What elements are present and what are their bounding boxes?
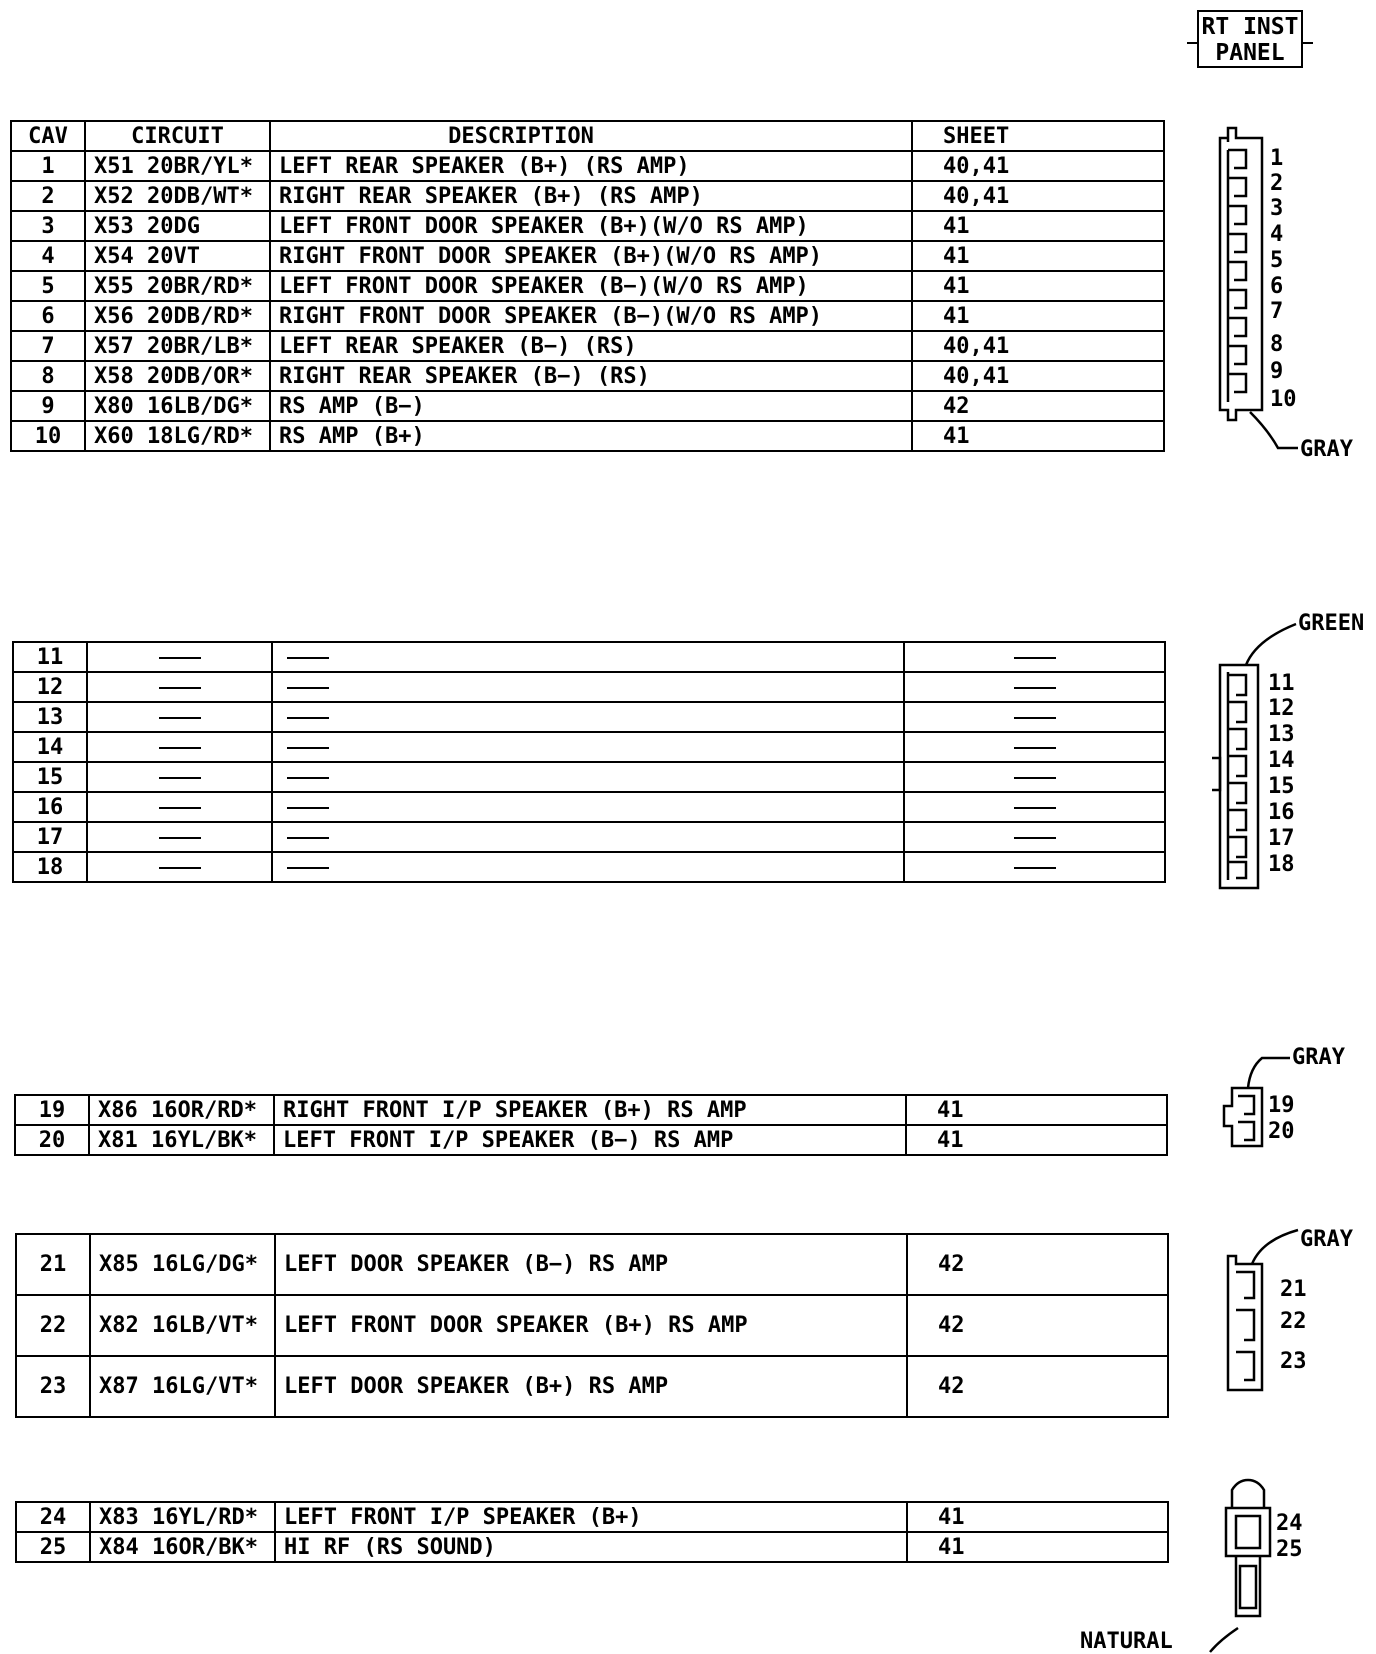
description-cell: LEFT REAR SPEAKER (B−) (RS) [270,331,912,361]
cav-cell: 13 [13,702,87,732]
description-header: DESCRIPTION [270,121,912,151]
description-cell: RIGHT REAR SPEAKER (B+) (RS AMP) [270,181,912,211]
pin-label-4: 4 [1270,222,1284,247]
circuit-cell: X82 16LB/VT* [90,1295,275,1356]
sheet-cell: 42 [907,1295,1168,1356]
pin-label-23: 23 [1280,1349,1307,1374]
sheet-cell: 42 [907,1234,1168,1295]
pin-label-16: 16 [1268,800,1295,825]
title-line-2: PANEL [1215,40,1285,66]
pin-label-19: 19 [1268,1093,1295,1118]
cav-cell: 15 [13,762,87,792]
pin-label-17: 17 [1268,826,1295,851]
description-cell: LEFT FRONT DOOR SPEAKER (B−)(W/O RS AMP) [270,271,912,301]
title-line-1: RT INST [1201,14,1299,40]
cav-cell: 19 [15,1095,89,1125]
pin-label-18: 18 [1268,852,1295,877]
cav-cell: 3 [11,211,85,241]
connector-2-color-label: GREEN [1298,611,1365,636]
sheet-cell: 41 [912,271,1164,301]
pin-label-5: 5 [1270,248,1284,273]
pin-label-25: 25 [1276,1537,1303,1562]
circuit-cell: X54 20VT [85,241,270,271]
description-cell: RIGHT FRONT DOOR SPEAKER (B−)(W/O RS AMP) [270,301,912,331]
cav-header: CAV [11,121,85,151]
connector-1-color-label: GRAY [1300,437,1353,462]
sheet-cell: 41 [907,1532,1168,1562]
pin-label-1: 1 [1270,146,1284,171]
cav-cell: 24 [16,1502,90,1532]
description-cell: RIGHT FRONT I/P SPEAKER (B+) RS AMP [274,1095,906,1125]
description-cell: RIGHT REAR SPEAKER (B−) (RS) [270,361,912,391]
cav-cell: 10 [11,421,85,451]
description-cell: RS AMP (B+) [270,421,912,451]
pin-label-9: 9 [1270,359,1284,384]
circuit-cell: X80 16LB/DG* [85,391,270,421]
description-cell: LEFT DOOR SPEAKER (B+) RS AMP [275,1356,907,1417]
cav-cell: 18 [13,852,87,882]
pin-label-20: 20 [1268,1119,1295,1144]
cav-cell: 14 [13,732,87,762]
pin-label-10: 10 [1270,387,1297,412]
circuit-cell: X55 20BR/RD* [85,271,270,301]
cav-cell: 17 [13,822,87,852]
cav-cell: 11 [13,642,87,672]
circuit-cell: X51 20BR/YL* [85,151,270,181]
circuit-cell: X83 16YL/RD* [90,1502,275,1532]
sheet-cell: 41 [907,1502,1168,1532]
cav-cell: 9 [11,391,85,421]
cav-cell: 4 [11,241,85,271]
sheet-cell: 41 [906,1125,1167,1155]
sheet-cell: 40,41 [912,151,1164,181]
circuit-cell: X60 18LG/RD* [85,421,270,451]
sheet-cell: 42 [912,391,1164,421]
description-cell: LEFT DOOR SPEAKER (B−) RS AMP [275,1234,907,1295]
cav-cell: 25 [16,1532,90,1562]
cav-cell: 1 [11,151,85,181]
connector-5-drawing [1210,1480,1270,1652]
pin-label-11: 11 [1268,671,1295,696]
circuit-cell: X53 20DG [85,211,270,241]
cav-cell: 22 [16,1295,90,1356]
cav-cell: 7 [11,331,85,361]
sheet-cell: 40,41 [912,331,1164,361]
circuit-cell: X52 20DB/WT* [85,181,270,211]
cav-cell: 2 [11,181,85,211]
cav-cell: 20 [15,1125,89,1155]
circuit-cell: X57 20BR/LB* [85,331,270,361]
cav-cell: 16 [13,792,87,822]
description-cell: LEFT FRONT DOOR SPEAKER (B+)(W/O RS AMP) [270,211,912,241]
circuit-cell: X87 16LG/VT* [90,1356,275,1417]
sheet-cell: 41 [912,421,1164,451]
circuit-cell: X56 20DB/RD* [85,301,270,331]
circuit-cell: X85 16LG/DG* [90,1234,275,1295]
pin-label-22: 22 [1280,1309,1307,1334]
pin-label-7: 7 [1270,299,1284,324]
cav-cell: 21 [16,1234,90,1295]
pin-label-24: 24 [1276,1511,1303,1536]
circuit-header: CIRCUIT [85,121,270,151]
sheet-cell: 41 [912,301,1164,331]
sheet-cell: 40,41 [912,181,1164,211]
pin-label-2: 2 [1270,171,1284,196]
pin-label-6: 6 [1270,274,1284,299]
cav-cell: 8 [11,361,85,391]
cav-cell: 6 [11,301,85,331]
sheet-header: SHEET [912,121,1164,151]
description-cell: LEFT REAR SPEAKER (B+) (RS AMP) [270,151,912,181]
sheet-cell: 41 [912,211,1164,241]
cav-cell: 5 [11,271,85,301]
pin-label-12: 12 [1268,696,1295,721]
pin-label-3: 3 [1270,196,1284,221]
circuit-cell: X84 16OR/BK* [90,1532,275,1562]
circuit-cell: X81 16YL/BK* [89,1125,274,1155]
cav-cell: 23 [16,1356,90,1417]
sheet-cell: 40,41 [912,361,1164,391]
pin-label-14: 14 [1268,748,1295,773]
pin-label-8: 8 [1270,332,1284,357]
sheet-cell: 41 [906,1095,1167,1125]
pin-label-15: 15 [1268,774,1295,799]
sheet-cell: 42 [907,1356,1168,1417]
description-cell: RS AMP (B−) [270,391,912,421]
circuit-cell: X86 16OR/RD* [89,1095,274,1125]
circuit-cell: X58 20DB/OR* [85,361,270,391]
description-cell: HI RF (RS SOUND) [275,1532,907,1562]
pin-label-21: 21 [1280,1277,1307,1302]
sheet-cell: 41 [912,241,1164,271]
connector-3-color-label: GRAY [1292,1045,1345,1070]
pin-label-13: 13 [1268,722,1295,747]
connector-5-color-label: NATURAL [1080,1629,1173,1654]
connector-4-color-label: GRAY [1300,1227,1353,1252]
cav-cell: 12 [13,672,87,702]
description-cell: LEFT FRONT I/P SPEAKER (B−) RS AMP [274,1125,906,1155]
description-cell: LEFT FRONT DOOR SPEAKER (B+) RS AMP [275,1295,907,1356]
description-cell: RIGHT FRONT DOOR SPEAKER (B+)(W/O RS AMP) [270,241,912,271]
description-cell: LEFT FRONT I/P SPEAKER (B+) [275,1502,907,1532]
